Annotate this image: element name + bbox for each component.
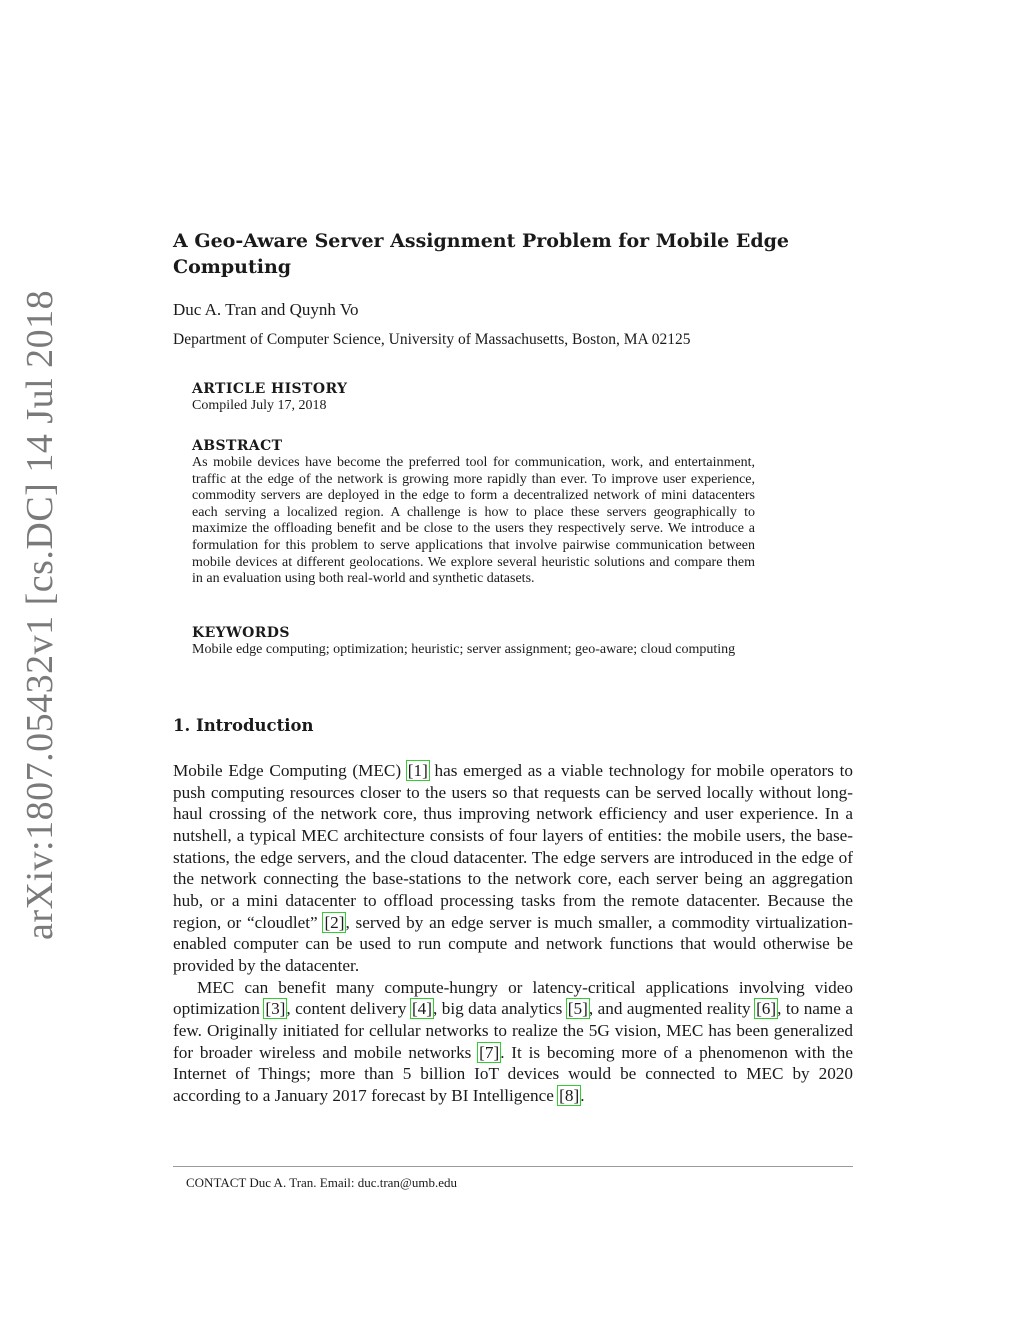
citation-link[interactable]: [2]: [324, 912, 345, 932]
paragraph-text: , content delivery: [286, 999, 411, 1019]
introduction-body: [173, 760, 853, 1107]
paper-title: A Geo-Aware Server Assignment Problem for Mobile Edge Computing: [173, 230, 790, 278]
compiled-date: Compiled July 17, 2018: [192, 398, 327, 413]
citation-link[interactable]: [1]: [407, 761, 428, 780]
paragraph-text: . It is becoming more of a phenomenon with the Internet of Things; more than 5 billion IoT devices would be connected to MEC by 2020 according to a January 2017 forecast by BI Intelligence: [173, 1042, 853, 1105]
paragraph-text: .: [580, 1085, 585, 1105]
abstract-text: As mobile devices have become the preferred tool for communication, work, and entertainment, traffic at the edge of the network is growing more rapidly than ever. To improve user experience, commodity servers are deployed in the edge to form a decentralized network of mini datacenters each serving a localized region. A challenge is how to place these servers geographically to maximize the offloading benefit and be close to the users they respectively serve. We introduce a formulation for this problem to serve applications that involve pairwise communication between mobile devices at different geolocations. We explore several heuristic solutions and compare them in an evaluation using both real-world and synthetic datasets.: [192, 455, 755, 587]
author-affiliation: Department of Computer Science, University of Massachusetts, Boston, MA 02125: [173, 331, 691, 348]
keywords-section: [192, 624, 755, 659]
paragraph-text: , and augmented reality: [588, 999, 756, 1019]
article-history: [192, 380, 755, 415]
paragraph-text: , served by an edge server is much smaller, a commodity virtualization-enabled computer can be used to run compute and network functions that would otherwise be provided by the datacenter.: [173, 912, 853, 975]
paragraph-text: Mobile Edge Computing (MEC): [173, 761, 407, 780]
body-paragraph: [173, 760, 853, 977]
paragraph-text: has emerged as a viable technology for mobile operators to push computing resources closer to the users so that requests can be served locally without long-haul crossing of the network core, thus improving network efficiency and user experience. In a nutshell, a typical MEC architecture consists of four layers of entities: the mobile users, the base-stations, the edge servers, and the cloud datacenter. The edge servers are introduced in the edge of the network connecting the base-stations to the network core, each server being an aggregation hub, or a mini datacenter to offload processing tasks from the remote datacenter. Because the region, or “cloudlet”: [173, 761, 853, 932]
citation-link[interactable]: [4]: [411, 999, 432, 1019]
paragraph-text: , to name a few. Originally initiated for cellular networks to realize the 5G vision, MEC has been generalized for broader wireless and mobile networks: [173, 999, 853, 1062]
citation-link[interactable]: [8]: [559, 1085, 580, 1105]
keywords-text: Mobile edge computing; optimization; heuristic; server assignment; geo-aware; cloud computing: [192, 642, 736, 657]
arxiv-identifier: arXiv:1807.05432v1 [cs.DC] 14 Jul 2018: [19, 289, 61, 940]
footnote-divider: [173, 1166, 853, 1167]
author-list: Duc A. Tran and Quynh Vo: [173, 300, 359, 319]
abstract-section: [192, 437, 755, 588]
citation-link[interactable]: [7]: [479, 1042, 500, 1062]
paragraph-text: MEC can benefit many compute-hungry or latency-critical applications involving video optimization: [173, 977, 853, 1019]
paragraph-text: , big data analytics: [433, 999, 567, 1019]
article-history-heading: ARTICLE HISTORY: [192, 381, 348, 397]
section-heading-introduction: 1. Introduction: [173, 716, 314, 735]
body-paragraph: [173, 977, 853, 1107]
abstract-heading: ABSTRACT: [192, 438, 283, 454]
citation-link[interactable]: [6]: [756, 999, 777, 1019]
contact-footnote: CONTACT Duc A. Tran. Email: duc.tran@umb.edu: [186, 1175, 458, 1190]
keywords-heading: KEYWORDS: [192, 625, 290, 641]
citation-link[interactable]: [5]: [567, 999, 588, 1019]
citation-link[interactable]: [3]: [265, 999, 286, 1019]
